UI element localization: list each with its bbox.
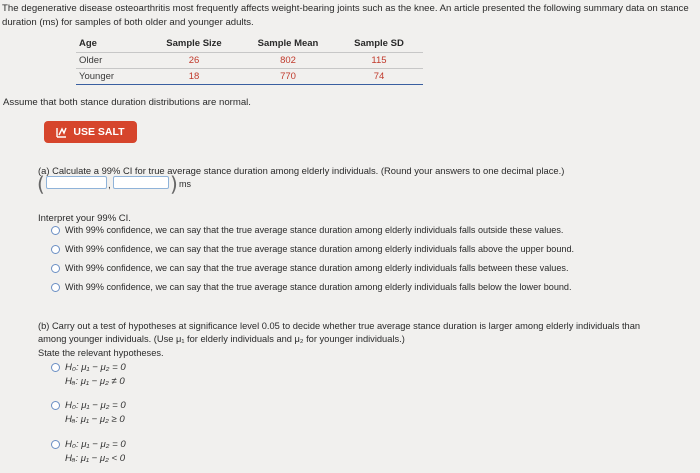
radio-button[interactable] bbox=[51, 245, 60, 254]
state-hypotheses-label: State the relevant hypotheses. bbox=[38, 348, 164, 358]
cell-mean: 802 bbox=[241, 53, 335, 69]
open-paren: ( bbox=[37, 172, 45, 196]
close-paren: ) bbox=[170, 172, 178, 196]
problem-intro: The degenerative disease osteoarthritis most frequently affects weight-bearing joints such as the knee. An article presented the following summary data on stance duration (ms) for samples of both older and younger adults. bbox=[2, 3, 689, 28]
alt-hypothesis: Hₐ: μ₁ − μ₂ ≠ 0 bbox=[65, 375, 125, 387]
hypothesis-option-1[interactable] bbox=[51, 360, 126, 388]
alt-hypothesis: Hₐ: μ₁ − μ₂ < 0 bbox=[65, 452, 126, 464]
interpret-label: Interpret your 99% CI. bbox=[38, 213, 131, 224]
table-row bbox=[76, 69, 423, 85]
cell-sd: 74 bbox=[335, 69, 423, 85]
salt-icon bbox=[56, 126, 68, 138]
use-salt-button[interactable] bbox=[44, 121, 137, 143]
null-hypothesis: H₀: μ₁ − μ₂ = 0 bbox=[65, 399, 126, 411]
option-label: With 99% confidence, we can say that the true average stance duration among elderly individuals falls between these values. bbox=[65, 263, 569, 273]
part-b-question: (b) Carry out a test of hypotheses at significance level 0.05 to decide whether true average stance duration is larger among elderly individuals than among younger individuals. (Use μ₁ for elderly individuals and μ₂ for younger individuals.) bbox=[38, 321, 641, 344]
null-hypothesis: H₀: μ₁ − μ₂ = 0 bbox=[65, 361, 126, 373]
cell-size: 18 bbox=[147, 69, 241, 85]
interpret-option-below[interactable] bbox=[51, 282, 572, 292]
summary-table bbox=[76, 37, 423, 85]
interpret-option-between[interactable] bbox=[51, 263, 568, 273]
ci-lower-input[interactable] bbox=[46, 176, 107, 189]
header-sample-size: Sample Size bbox=[166, 38, 222, 49]
comma-separator: , bbox=[108, 180, 111, 191]
radio-button[interactable] bbox=[51, 440, 60, 449]
radio-button[interactable] bbox=[51, 264, 60, 273]
header-age: Age bbox=[79, 38, 97, 49]
table-header-row bbox=[76, 37, 423, 53]
cell-mean: 770 bbox=[241, 69, 335, 85]
header-sample-sd: Sample SD bbox=[354, 38, 404, 49]
option-label: With 99% confidence, we can say that the true average stance duration among elderly individuals falls below the lower bound. bbox=[65, 282, 572, 292]
hypothesis-option-2[interactable] bbox=[51, 398, 126, 426]
part-a-question: (a) Calculate a 99% CI for true average stance duration among elderly individuals. (Round your answers to one decimal place.) bbox=[38, 165, 565, 176]
radio-button[interactable] bbox=[51, 226, 60, 235]
option-label: With 99% confidence, we can say that the true average stance duration among elderly individuals falls outside these values. bbox=[65, 225, 564, 235]
alt-hypothesis: Hₐ: μ₁ − μ₂ ≥ 0 bbox=[65, 413, 125, 425]
hypothesis-option-3[interactable] bbox=[51, 437, 126, 465]
cell-sd: 115 bbox=[335, 53, 423, 69]
ci-upper-input[interactable] bbox=[113, 176, 169, 189]
use-salt-label: USE SALT bbox=[73, 126, 125, 138]
table-row bbox=[76, 53, 423, 69]
cell-age: Younger bbox=[76, 69, 147, 85]
null-hypothesis: H₀: μ₁ − μ₂ = 0 bbox=[65, 438, 126, 450]
cell-size: 26 bbox=[147, 53, 241, 69]
radio-button[interactable] bbox=[51, 401, 60, 410]
interpret-option-above[interactable] bbox=[51, 244, 574, 254]
assumption-text: Assume that both stance duration distributions are normal. bbox=[3, 97, 251, 108]
interpret-option-outside[interactable] bbox=[51, 225, 563, 235]
unit-label: ms bbox=[179, 179, 191, 189]
radio-button[interactable] bbox=[51, 363, 60, 372]
option-label: With 99% confidence, we can say that the true average stance duration among elderly individuals falls above the upper bound. bbox=[65, 244, 575, 254]
header-sample-mean: Sample Mean bbox=[257, 38, 319, 49]
radio-button[interactable] bbox=[51, 283, 60, 292]
cell-age: Older bbox=[76, 53, 147, 69]
